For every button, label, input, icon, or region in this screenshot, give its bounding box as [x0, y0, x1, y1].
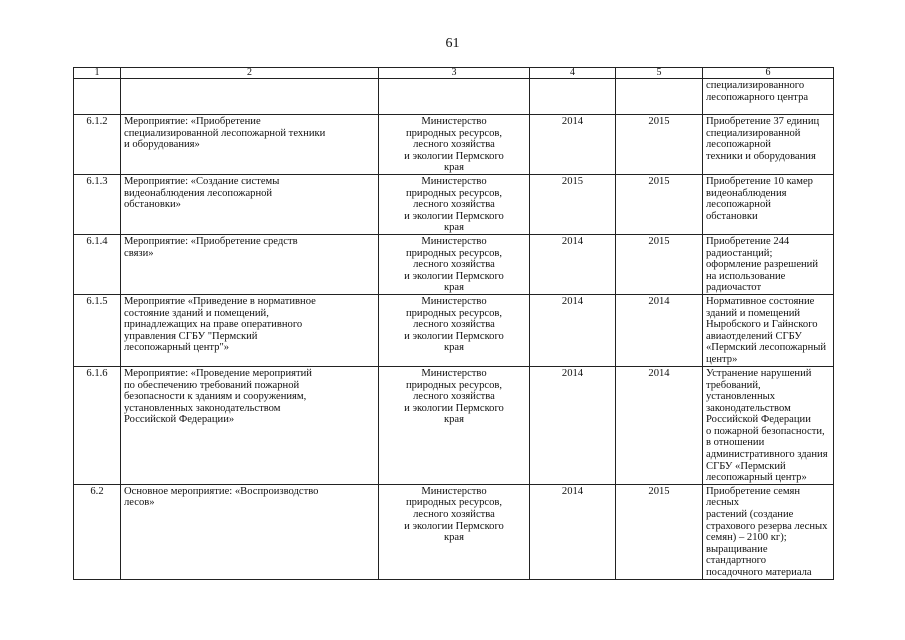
start-year: 2014: [530, 484, 616, 579]
measure-name-line: управления СГБУ "Пермский: [124, 330, 258, 342]
measure-name: [121, 79, 379, 115]
measure-name: [121, 366, 379, 484]
measure-name-line: Мероприятие: «Проведение мероприятий: [124, 367, 312, 379]
expected-result-line: лесопожарной: [706, 199, 771, 211]
table-body: [74, 79, 834, 580]
executor-line: природных ресурсов,: [405, 187, 503, 199]
table-row: [74, 366, 834, 484]
table-row: [74, 294, 834, 366]
expected-result-line: Приобретение семян лесных: [706, 485, 801, 509]
column-header-1: 1: [74, 68, 121, 79]
table-row: [74, 174, 834, 234]
start-year: 2014: [530, 366, 616, 484]
expected-result: [703, 294, 834, 366]
executor: [379, 366, 530, 484]
executor-line: природных ресурсов,: [405, 127, 503, 139]
expected-result-line: лесопожарный центр»: [706, 472, 807, 484]
start-year: 2015: [530, 174, 616, 234]
column-header-2: 2: [121, 68, 379, 79]
measure-name-line: лесов»: [124, 497, 155, 509]
expected-result-line: радиостанций;: [706, 247, 773, 259]
executor-line: Министерство: [421, 367, 487, 379]
expected-result-line: оформление разрешений: [706, 259, 819, 271]
measure-name-line: принадлежащих на праве оперативного: [124, 319, 303, 331]
expected-result-line: лесопожарной: [706, 139, 771, 151]
start-year: 2014: [530, 294, 616, 366]
expected-result-line: о пожарной безопасности,: [706, 425, 825, 437]
measure-name: [121, 294, 379, 366]
measure-name-line: лесопожарный центр"»: [124, 342, 230, 354]
measure-name-line: Мероприятие: «Приобретение средств: [124, 235, 298, 247]
executor-line: края: [443, 414, 465, 426]
measure-number: 6.1.4: [74, 234, 121, 294]
end-year: 2015: [616, 174, 703, 234]
expected-result-line: страхового резерва лесных: [706, 520, 828, 532]
table-row: [74, 234, 834, 294]
expected-result-line: «Пермский лесопожарный: [706, 342, 827, 354]
expected-result-line: Приобретение 37 единиц: [706, 116, 820, 127]
start-year: 2014: [530, 234, 616, 294]
page-number: 61: [445, 36, 460, 51]
executor-line: и экологии Пермского: [404, 150, 504, 162]
executor-line: природных ресурсов,: [405, 497, 503, 509]
column-header-4: 4: [530, 68, 616, 79]
expected-result-line: Нормативное состояние: [706, 295, 815, 307]
executor-line: края: [443, 342, 465, 354]
expected-result-line: посадочного материала: [706, 567, 812, 578]
table-row: [74, 115, 834, 175]
executor-line: природных ресурсов,: [405, 307, 503, 319]
end-year: 2014: [616, 366, 703, 484]
measure-number: [74, 79, 121, 115]
executor: [379, 79, 530, 115]
executor-line: природных ресурсов,: [405, 247, 503, 259]
measure-name-line: безопасности к зданиям и сооружениям,: [124, 391, 307, 403]
executor-line: Министерство: [421, 485, 487, 497]
expected-result-line: выращивание стандартного: [706, 543, 768, 567]
executor: [379, 174, 530, 234]
expected-result-line: Ныробского и Гайнского: [706, 319, 818, 331]
executor: [379, 484, 530, 579]
executor-line: и экологии Пермского: [404, 402, 504, 414]
expected-result-line: видеонаблюдения: [706, 187, 787, 199]
expected-result: [703, 79, 834, 115]
column-header-3: 3: [379, 68, 530, 79]
expected-result-line: техники и оборудования: [706, 150, 816, 162]
expected-result: [703, 174, 834, 234]
end-year: 2015: [616, 484, 703, 579]
expected-result: [703, 484, 834, 579]
column-number-row: [74, 68, 834, 79]
expected-result: [703, 115, 834, 175]
executor: [379, 294, 530, 366]
expected-result-line: Приобретение 10 камер: [706, 175, 813, 187]
measure-number: 6.1.2: [74, 115, 121, 175]
expected-result-line: Российской Федерации: [706, 414, 811, 426]
expected-result-line: растений (создание: [706, 509, 794, 521]
expected-result-line: требований, установленных: [706, 379, 776, 403]
executor-line: и экологии Пермского: [404, 520, 504, 532]
executor-line: края: [443, 222, 465, 234]
measure-name-line: видеонаблюдения лесопожарной: [124, 187, 273, 199]
measure-name-line: состояние зданий и помещений,: [124, 307, 269, 319]
measure-name-line: Мероприятие: «Приобретение: [124, 116, 261, 127]
expected-result-line: административного здания: [706, 449, 828, 461]
executor: [379, 115, 530, 175]
measures-table: [73, 67, 834, 580]
executor-line: лесного хозяйства: [413, 509, 495, 521]
measure-number: 6.1.6: [74, 366, 121, 484]
executor-line: края: [443, 532, 465, 544]
executor-line: лесного хозяйства: [413, 391, 495, 403]
executor-line: Министерство: [421, 116, 487, 127]
expected-result-line: авиаотделений СГБУ: [706, 330, 802, 342]
start-year: 2014: [530, 115, 616, 175]
measure-name-line: установленных законодательством: [124, 402, 281, 414]
end-year: [616, 79, 703, 115]
expected-result: [703, 234, 834, 294]
measure-name-line: Мероприятие «Приведение в нормативное: [124, 295, 316, 307]
executor: [379, 234, 530, 294]
measure-name: [121, 234, 379, 294]
measure-name: [121, 115, 379, 175]
expected-result-line: семян) – 2100 кг);: [706, 532, 787, 544]
expected-result-line: законодательством: [706, 402, 791, 414]
expected-result-line: зданий и помещений: [706, 307, 801, 319]
start-year: [530, 79, 616, 115]
executor-line: Министерство: [421, 295, 487, 307]
expected-result: [703, 366, 834, 484]
table-row: [74, 484, 834, 579]
end-year: 2014: [616, 294, 703, 366]
measure-name-line: Мероприятие: «Создание системы: [124, 175, 280, 187]
measure-name-line: обстановки»: [124, 199, 181, 211]
expected-result-line: обстановки: [706, 210, 758, 222]
expected-result-line: на использование: [706, 270, 786, 282]
executor-line: лесного хозяйства: [413, 259, 495, 271]
measure-name-line: связи»: [124, 247, 154, 259]
executor-line: Министерство: [421, 175, 487, 187]
executor-line: природных ресурсов,: [405, 379, 503, 391]
executor-line: и экологии Пермского: [404, 270, 504, 282]
measure-name: [121, 174, 379, 234]
executor-line: края: [443, 282, 465, 294]
executor-line: Министерство: [421, 235, 487, 247]
measure-name-line: Российской Федерации»: [124, 414, 235, 426]
measure-number: 6.1.5: [74, 294, 121, 366]
column-header-5: 5: [616, 68, 703, 79]
column-header-6: 6: [703, 68, 834, 79]
measure-name-line: по обеспечению требований пожарной: [124, 379, 300, 391]
expected-result-line: СГБУ «Пермский: [706, 460, 786, 472]
expected-result-line: специализированной: [706, 127, 801, 139]
expected-result-line: лесопожарного центра: [706, 91, 809, 103]
measure-name-line: Основное мероприятие: «Воспроизводство: [124, 485, 319, 497]
measure-name-line: специализированной лесопожарной техники: [124, 127, 326, 139]
executor-line: лесного хозяйства: [413, 139, 495, 151]
expected-result-line: специализированного: [706, 80, 805, 91]
end-year: 2015: [616, 115, 703, 175]
table-row: [74, 79, 834, 115]
measure-name: [121, 484, 379, 579]
expected-result-line: центр»: [706, 353, 738, 365]
end-year: 2015: [616, 234, 703, 294]
measure-number: 6.2: [74, 484, 121, 579]
executor-line: края: [443, 162, 465, 174]
expected-result-line: Приобретение 244: [706, 235, 790, 247]
measure-name-line: и оборудования»: [124, 139, 200, 151]
executor-line: и экологии Пермского: [404, 330, 504, 342]
expected-result-line: Устранение нарушений: [706, 367, 812, 379]
executor-line: и экологии Пермского: [404, 210, 504, 222]
measure-number: 6.1.3: [74, 174, 121, 234]
executor-line: лесного хозяйства: [413, 319, 495, 331]
expected-result-line: радиочастот: [706, 282, 762, 294]
executor-line: лесного хозяйства: [413, 199, 495, 211]
expected-result-line: в отношении: [706, 437, 765, 449]
